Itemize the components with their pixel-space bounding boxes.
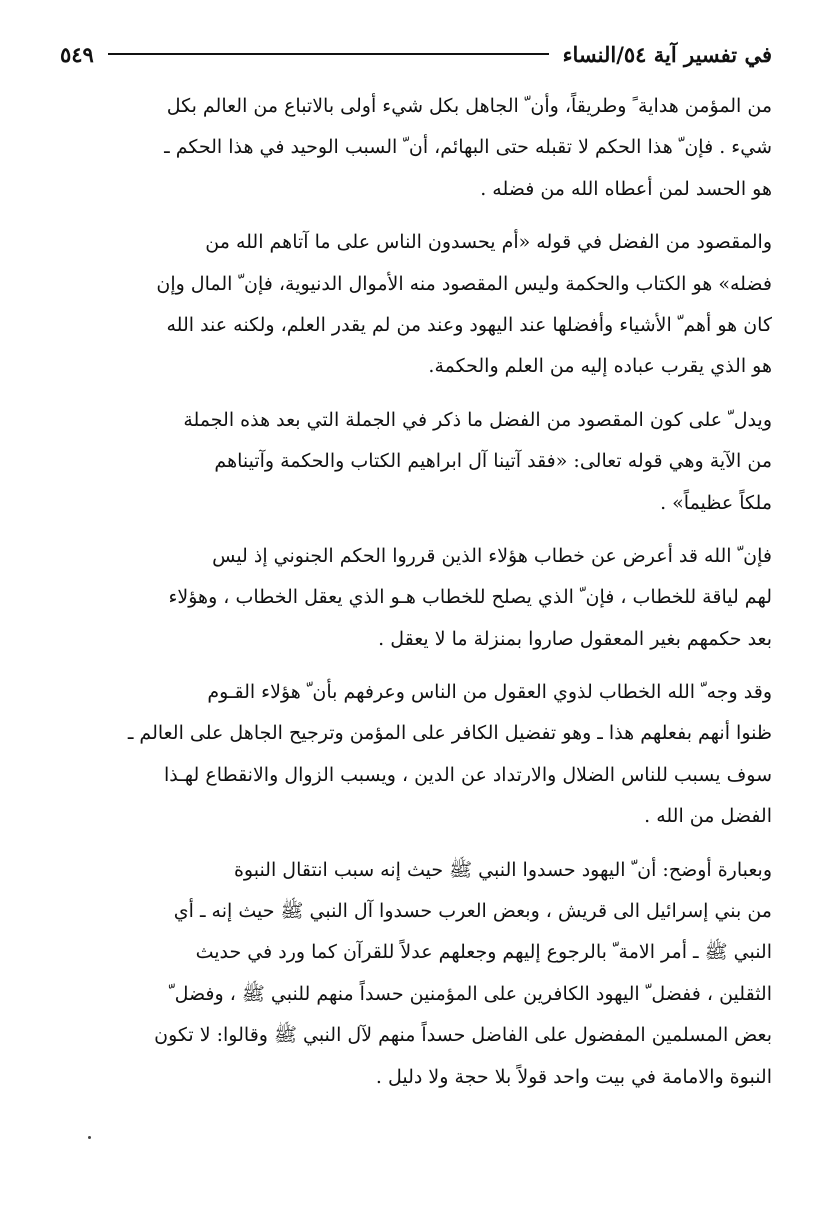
header-rule xyxy=(108,53,549,55)
text-line: النبي ﷺ ـ أمر الامة ّ بالرجوع إليهم وجعلهم عدلاً للقرآن كما ورد في حديث xyxy=(195,941,772,964)
paragraph xyxy=(60,400,772,524)
text-line: فضله» هو الكتاب والحكمة وليس المقصود منه الأموال الدنيوية، فإن ّ المال وإن xyxy=(156,272,772,295)
text-line: وبعبارة أوضح: أن ّ اليهود حسدوا النبي ﷺ حيث إنه سبب انتقال النبوة xyxy=(233,858,772,881)
stray-dot xyxy=(88,1136,91,1139)
text-line: هو الذي يقرب عباده إليه من العلم والحكمة. xyxy=(428,355,772,378)
text-line: ويدل ّ على كون المقصود من الفضل ما ذكر في الجملة التي بعد هذه الجملة xyxy=(183,408,772,431)
text-line: بعض المسلمين المفضول على الفاضل حسداً منهم لآل النبي ﷺ وقالوا: لا تكون xyxy=(154,1024,772,1047)
text-line: وقد وجه ّ الله الخطاب لذوي العقول من الناس وعرفهم بأن ّ هؤلاء القـوم xyxy=(207,681,772,704)
text-line: كان هو أهم ّ الأشياء وأفضلها عند اليهود وعند من لم يقدر العلم، ولكنه عند الله xyxy=(166,313,772,336)
running-header xyxy=(60,30,772,78)
text-line: هو الحسد لمن أعطاه الله من فضله . xyxy=(480,177,772,200)
text-line: سوف يسبب للناس الضلال والارتداد عن الدين ، ويسبب الزوال والانقطاع لهـذا xyxy=(163,763,772,786)
paragraph xyxy=(60,672,772,838)
text-line: الثقلين ، ففضل ّ اليهود الكافرين على المؤمنين حسداً منهم للنبي ﷺ ، وفضل ّ xyxy=(169,982,772,1005)
text-line: النبوة والامامة في بيت واحد قولاً بلا حجة ولا دليل . xyxy=(375,1065,772,1088)
text-line: ملكاً عظيماً» . xyxy=(660,491,772,514)
body-text xyxy=(60,86,772,1098)
paragraph xyxy=(60,536,772,660)
text-line: ظنوا أنهم بفعلهم هذا ـ وهو تفضيل الكافر على المؤمن وترجيح الجاهل على العالم ـ xyxy=(127,722,772,745)
text-line: من بني إسرائيل الى قريش ، وبعض العرب حسدوا آل النبي ﷺ حيث إنه ـ أي xyxy=(173,900,772,923)
header-title: في تفسير آية ٥٤/النساء xyxy=(562,41,772,67)
text-line: الفضل من الله . xyxy=(644,805,772,828)
text-line: شيء . فإن ّ هذا الحكم لا تقبله حتى البهائم، أن ّ السبب الوحيد في هذا الحكم ـ xyxy=(164,136,772,159)
paragraph xyxy=(60,222,772,388)
text-line: فإن ّ الله قد أعرض عن خطاب هؤلاء الذين قرروا الحكم الجنوني إذ ليس xyxy=(212,544,772,567)
paragraph xyxy=(60,86,772,210)
page-number: ٥٤٩ xyxy=(60,41,94,67)
text-line: من المؤمن هداية ً وطريقاً، وأن ّ الجاهل بكل شيء أولى بالاتباع من العالم بكل xyxy=(166,95,772,117)
paragraph xyxy=(60,850,772,1098)
text-line: من الآية وهي قوله تعالى: «فقد آتينا آل ابراهيم الكتاب والحكمة وآتيناهم xyxy=(214,450,772,473)
text-line: والمقصود من الفضل في قوله «أم يحسدون الناس على ما آتاهم الله من xyxy=(205,231,772,254)
text-line: بعد حكمهم بغير المعقول صاروا بمنزلة ما لا يعقل . xyxy=(378,627,772,650)
text-line: لهم لياقة للخطاب ، فإن ّ الذي يصلح للخطاب هـو الذي يعقل الخطاب ، وهؤلاء xyxy=(168,586,772,609)
book-page xyxy=(60,30,772,1110)
